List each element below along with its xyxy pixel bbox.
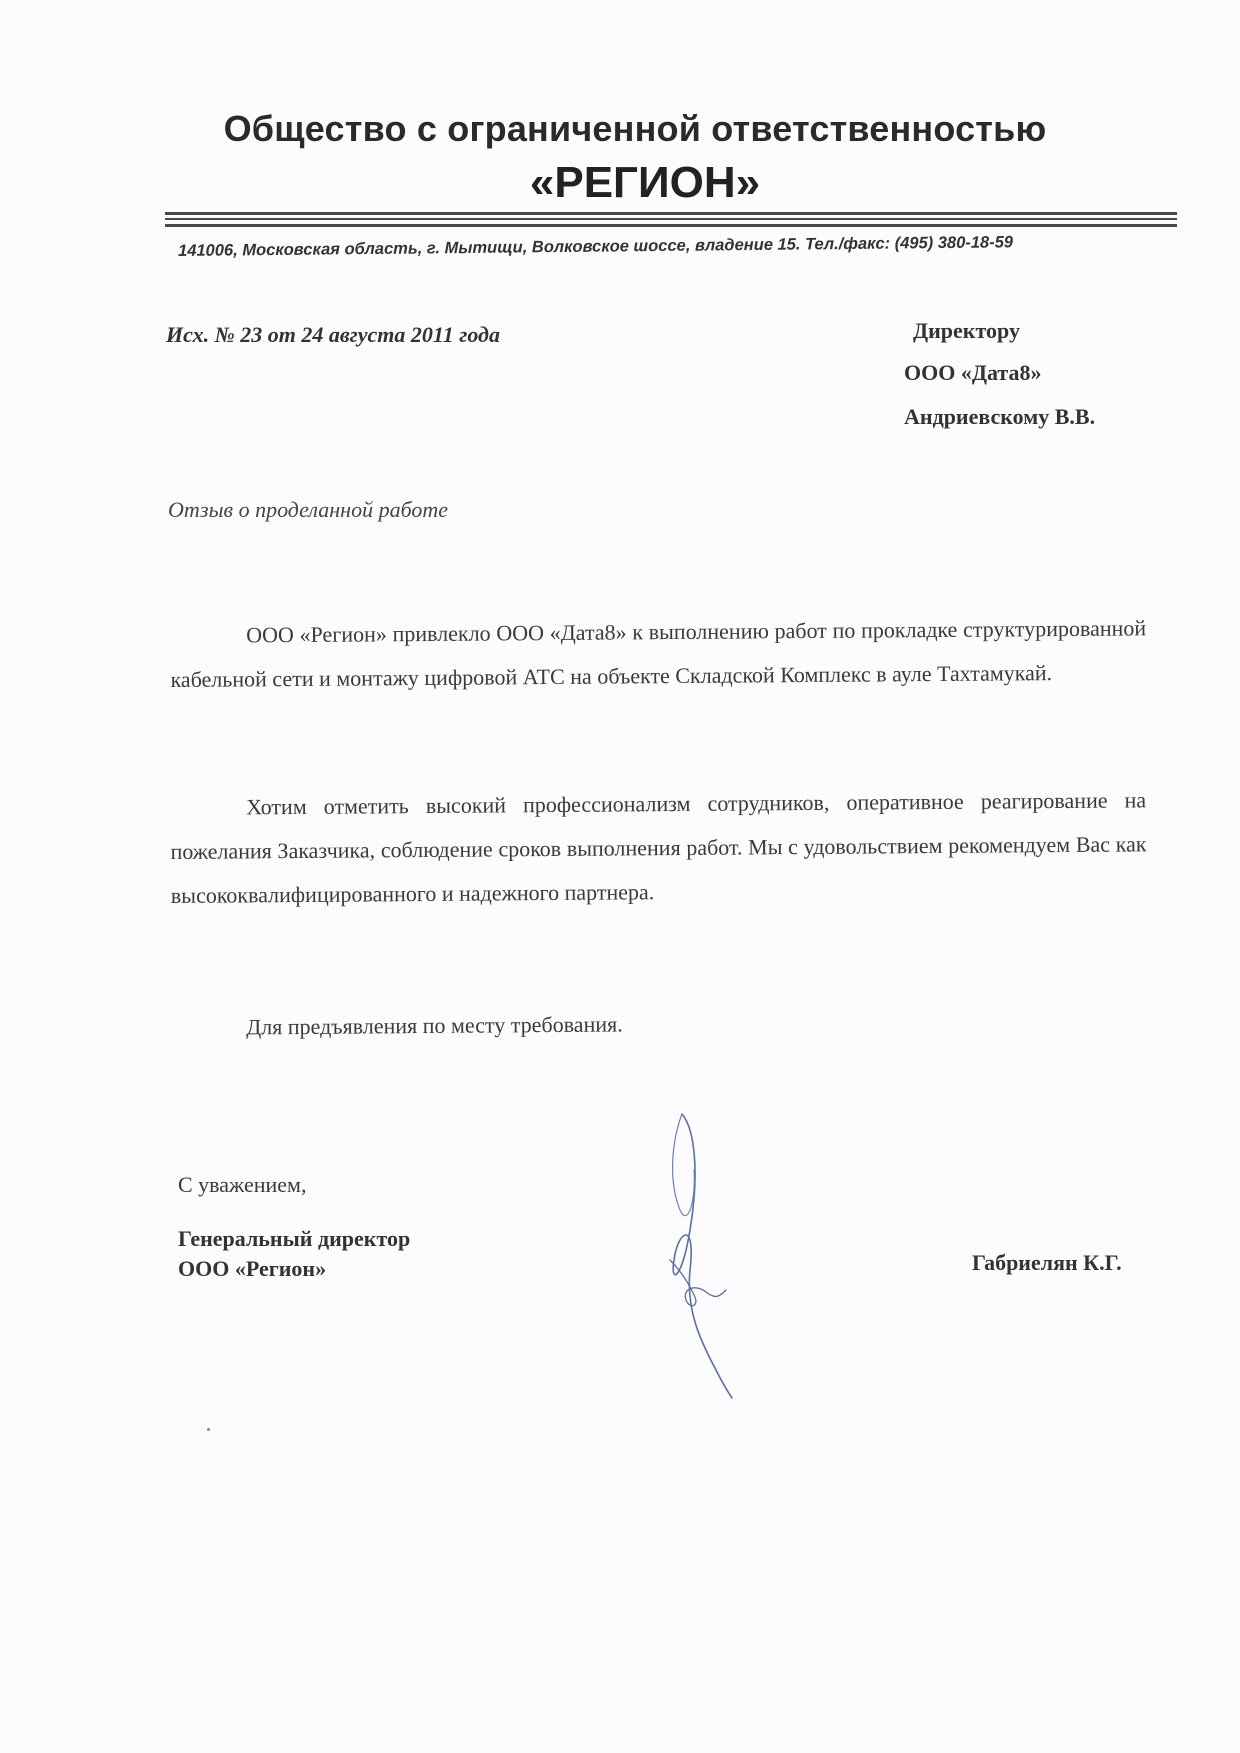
letterhead-rule-middle	[165, 218, 1177, 220]
recipient-position: Директору	[913, 318, 1020, 343]
body-paragraph-2: Хотим отметить высокий профессионализм сотрудников, оперативное реагирование на пожелания Заказчика, соблюдение сроков выполнения работ. Мы с удовольствием рекомендуем Вас как высококвалифицированного и надежного партнера.	[170, 787, 1147, 908]
outgoing-reference: Исх. № 23 от 24 августа 2011 года	[166, 322, 500, 347]
letterhead-address: 141006, Московская область, г. Мытищи, Волковское шоссе, владение 15. Тел./факс: (495) 380-18-59	[178, 233, 1014, 260]
signature-stroke-loop	[673, 1114, 695, 1216]
signer-company: ООО «Регион»	[178, 1256, 327, 1281]
recipient-company: ООО «Дата8»	[904, 360, 1042, 385]
letterhead-company-name: «РЕГИОН»	[529, 158, 761, 207]
signature-stroke-main	[673, 1114, 732, 1398]
letterhead-rule-top	[165, 212, 1177, 215]
letter-subject: Отзыв о проделанной работе	[168, 497, 449, 522]
signer-title: Генеральный директор	[178, 1226, 411, 1251]
recipient-name: Андриевскому В.В.	[904, 404, 1096, 429]
paper-speck	[207, 1428, 210, 1431]
closing-salutation: С уважением,	[178, 1172, 307, 1197]
signer-name: Габриелян К.Г.	[972, 1250, 1122, 1275]
body-paragraph-1: ООО «Регион» привлекло ООО «Дата8» к выполнению работ по прокладке структурированной кабельной сети и монтажу цифровой АТС на объекте Складской Комплекс в ауле Тахтамукай.	[170, 615, 1147, 692]
letterhead-rule-bottom	[165, 224, 1177, 227]
letterhead-company-type: Общество с ограниченной ответственностью	[223, 108, 1047, 149]
handwritten-signature	[660, 1110, 770, 1400]
body-paragraph-3: Для предъявления по месту требования.	[246, 1011, 623, 1040]
signature-stroke-flourish	[670, 1260, 726, 1306]
